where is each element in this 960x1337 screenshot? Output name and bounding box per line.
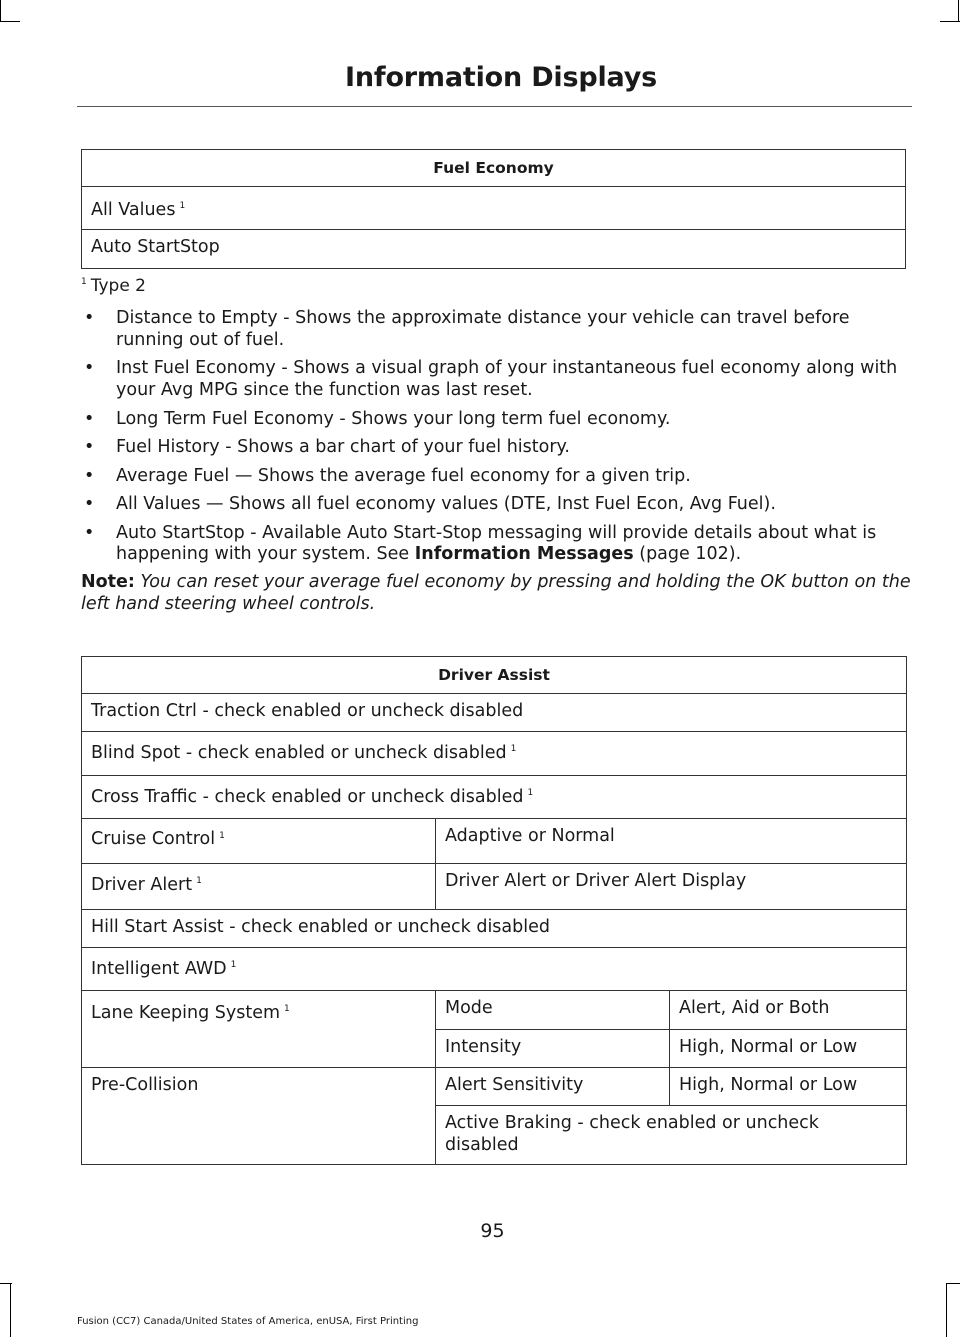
- row-label: Intelligent AWD: [91, 958, 227, 979]
- table-row: [82, 909, 907, 947]
- row-label: Cross Traffic - check enabled or uncheck disabled: [91, 786, 524, 807]
- row-sublabel: Mode: [445, 998, 493, 1019]
- header-divider: [77, 106, 912, 107]
- bullet-icon: •: [84, 408, 95, 429]
- list-item-text: Long Term Fuel Economy - Shows your long term fuel economy.: [116, 408, 671, 429]
- note-label: Note:: [81, 572, 135, 592]
- list-item-text: Fuel History - Shows a bar chart of your fuel history.: [116, 437, 570, 458]
- row-label: Driver Alert: [91, 874, 193, 895]
- row-value: High, Normal or Low: [679, 1036, 858, 1057]
- crop-mark: [940, 21, 960, 22]
- table-row: [82, 693, 907, 731]
- table-row: [82, 230, 906, 268]
- driver-assist-table: [81, 656, 907, 1165]
- list-item: [81, 437, 911, 459]
- table-row: [82, 947, 907, 990]
- page-number: 95: [480, 1220, 505, 1242]
- footnote: [81, 276, 146, 296]
- footer-text: Fusion (CC7) Canada/United States of America, enUSA, First Printing: [77, 1316, 419, 1327]
- row-sublabel: Intensity: [445, 1036, 522, 1057]
- list-item: [81, 494, 911, 516]
- bullet-icon: •: [84, 494, 95, 515]
- row-value: Driver Alert or Driver Alert Display: [445, 871, 747, 892]
- fuel-economy-heading: Fuel Economy: [82, 150, 906, 187]
- row-value: Adaptive or Normal: [445, 825, 615, 846]
- footnote-mark: 1: [230, 960, 237, 971]
- crop-mark: [958, 0, 959, 22]
- cross-reference-link[interactable]: Information Messages: [414, 544, 634, 565]
- table-row: [82, 818, 907, 863]
- bullet-icon: •: [84, 465, 95, 486]
- table-row: [82, 186, 906, 229]
- note: [81, 572, 911, 616]
- list-item: [81, 466, 911, 488]
- crop-mark: [10, 1283, 11, 1337]
- list-item: [81, 358, 911, 402]
- list-item-text: Inst Fuel Economy - Shows a visual graph of your instantaneous fuel economy along with your Avg MPG since the function was last reset.: [116, 358, 898, 401]
- footnote-text: Type 2: [90, 276, 147, 296]
- bullet-icon: •: [84, 308, 95, 328]
- bullet-icon: •: [84, 522, 95, 543]
- crop-mark: [946, 1283, 960, 1284]
- crop-mark: [0, 1283, 12, 1284]
- driver-assist-heading: Driver Assist: [82, 657, 907, 694]
- feature-list: [81, 308, 911, 573]
- row-label: Hill Start Assist - check enabled or uncheck disabled: [91, 916, 550, 937]
- footnote-mark: 1: [81, 277, 87, 288]
- row-value: Alert, Aid or Both: [679, 998, 830, 1019]
- row-label: Pre-Collision: [91, 1075, 199, 1095]
- footnote-mark: 1: [284, 1004, 290, 1015]
- list-item-text: Average Fuel — Shows the average fuel economy for a given trip.: [116, 465, 691, 486]
- row-value: High, Normal or Low: [679, 1075, 858, 1095]
- table-row: [82, 1068, 907, 1106]
- row-label: Blind Spot - check enabled or uncheck disabled: [91, 743, 507, 764]
- row-label: Auto StartStop: [91, 237, 220, 258]
- list-item: [81, 308, 911, 352]
- row-label: Lane Keeping System: [91, 1003, 281, 1024]
- footnote-mark: 1: [196, 875, 202, 886]
- crop-mark: [0, 21, 20, 22]
- table-row: [82, 864, 907, 909]
- page-reference: (page 102).: [633, 544, 742, 565]
- row-value: Active Braking - check enabled or uncheck disabled: [445, 1113, 819, 1155]
- bullet-icon: •: [84, 437, 95, 458]
- table-row: [82, 732, 907, 775]
- list-item: [81, 523, 911, 567]
- footnote-mark: 1: [179, 201, 186, 212]
- note-text: You can reset your average fuel economy by pressing and holding the OK button on the left hand steering wheel controls.: [81, 572, 911, 614]
- footnote-mark: 1: [510, 744, 517, 755]
- table-row: [82, 991, 907, 1029]
- row-label: Cruise Control: [91, 829, 216, 850]
- list-item-text: Distance to Empty - Shows the approximate distance your vehicle can travel before running out of fuel.: [116, 308, 850, 350]
- page-title: Information Displays: [345, 62, 657, 93]
- table-row: [82, 775, 907, 818]
- list-item-text: Auto StartStop - Available Auto Start-Stop messaging will provide details about what is happening with your system. See: [116, 522, 877, 565]
- fuel-economy-table: [81, 149, 906, 269]
- footnote-mark: 1: [219, 830, 225, 841]
- list-item: [81, 409, 911, 431]
- row-label: All Values: [91, 199, 176, 220]
- crop-mark: [0, 0, 1, 22]
- row-label: Traction Ctrl - check enabled or uncheck disabled: [91, 700, 524, 721]
- row-sublabel: Alert Sensitivity: [445, 1075, 584, 1095]
- bullet-icon: •: [84, 358, 95, 379]
- footnote-mark: 1: [527, 787, 534, 798]
- crop-mark: [946, 1283, 947, 1337]
- list-item-text: All Values — Shows all fuel economy values (DTE, Inst Fuel Econ, Avg Fuel).: [116, 494, 776, 515]
